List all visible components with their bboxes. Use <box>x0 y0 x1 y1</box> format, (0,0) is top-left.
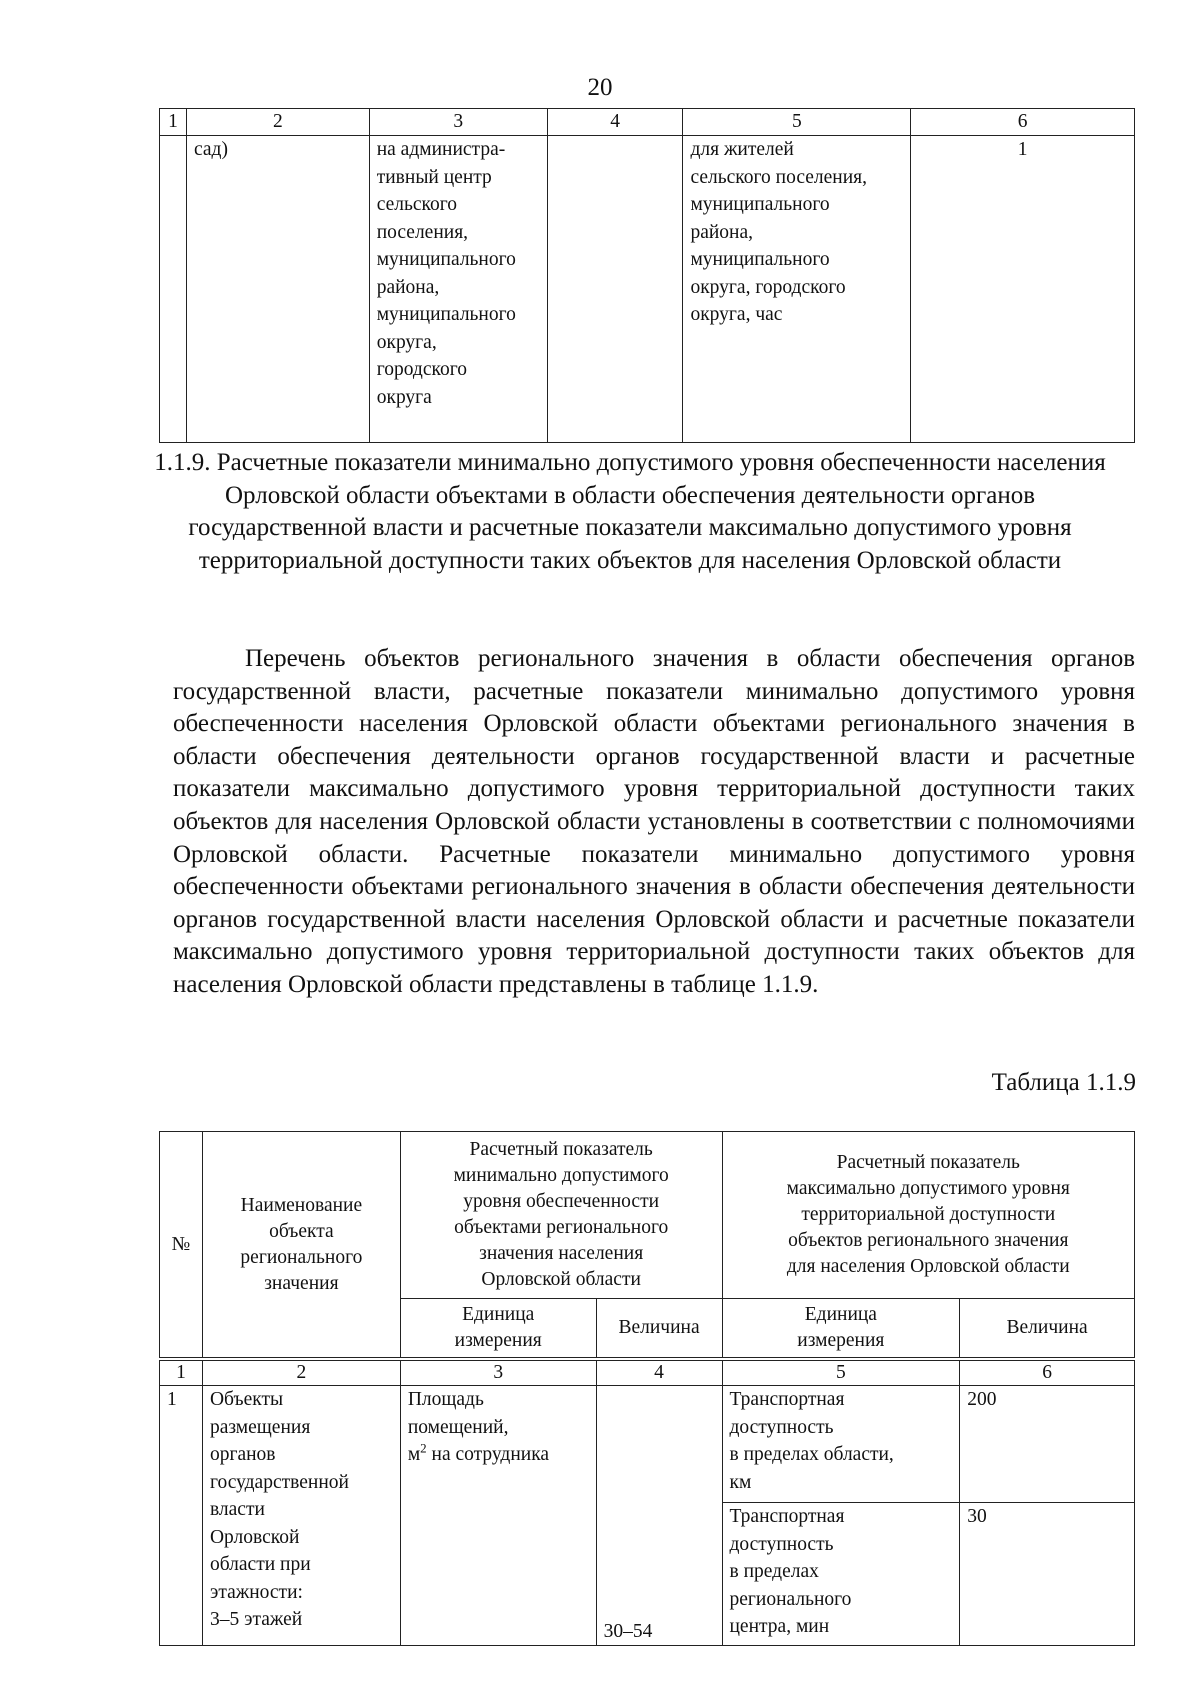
header-value-max: Величина <box>960 1299 1135 1360</box>
object-name-cell: Объекты размещения органов государственной власти Орловской области при этажности: 3–5 этажей <box>202 1386 400 1646</box>
col-number: 5 <box>722 1359 960 1386</box>
header-object-name: Наименование объекта регионального значения <box>202 1132 400 1360</box>
main-table-header <box>160 1132 1135 1299</box>
unit-min-cell <box>400 1386 596 1646</box>
body-paragraph: Перечень объектов регионального значения в области обеспечения органов государственной власти, расчетные показатели минимально допустимого уровня обеспеченности населения Орловской области объектами регионального значения в области обеспечения деятельности органов государственной власти и расчетные показатели максимально допустимого уровня территориальной доступности таких объектов для населения Орловской области установлены в соответствии с полномочиями Орловской области. Расчетные показатели минимально допустимого уровня обеспеченности объектами регионального значения в области обеспечения деятельности органов государственной власти населения Орловской области и расчетные показатели максимально допустимого уровня территориальной доступности таких объектов для населения Орловской области представлены в таблице 1.1.9. <box>173 645 1135 998</box>
col-number: 5 <box>683 109 911 136</box>
header-max-indicator: Расчетный показатель максимально допустимого уровня территориальной доступности объектов регионального значения для населения Орловской области <box>722 1132 1135 1299</box>
column-numbers-row <box>160 1359 1135 1386</box>
continued-table <box>159 108 1135 443</box>
col-number: 4 <box>547 109 683 136</box>
section-heading: 1.1.9. Расчетные показатели минимально допустимого уровня обеспеченности населения Орловской области объектами в области обеспечения деятельности органов государственной власти и расчетные показатели максимально допустимого уровня территориальной доступности таких объектов для населения Орловской области <box>154 449 1106 574</box>
table-row <box>160 1386 1135 1503</box>
col-number: 3 <box>369 109 547 136</box>
cell: 1 <box>911 136 1135 443</box>
table-row <box>160 136 1135 443</box>
header-unit-min: Единица измерения <box>400 1299 596 1360</box>
col-number: 6 <box>911 109 1135 136</box>
row-num: 1 <box>160 1386 203 1646</box>
col-number: 3 <box>400 1359 596 1386</box>
value-min-cell: 30–54 <box>596 1386 722 1646</box>
col-number: 4 <box>596 1359 722 1386</box>
value-max-cell: 30 <box>960 1503 1135 1646</box>
unit-min-superscript: 2 <box>420 1440 427 1456</box>
cell: на администра- тивный центр сельского поселения, муниципального района, муниципального округа, городского округа <box>369 136 547 443</box>
value-max-cell: 200 <box>960 1386 1135 1503</box>
cell <box>547 136 683 443</box>
col-number: 6 <box>960 1359 1135 1386</box>
page-number: 20 <box>587 74 613 101</box>
header-value-min: Величина <box>596 1299 722 1360</box>
col-number: 1 <box>160 109 187 136</box>
unit-min-rest: на сотрудника <box>426 1444 550 1465</box>
unit-min-text: Площадь помещений, м <box>407 1389 509 1465</box>
unit-max-cell: Транспортная доступность в пределах регионального центра, мин <box>722 1503 960 1646</box>
col-number: 1 <box>160 1359 203 1386</box>
cell <box>160 136 187 443</box>
cell: для жителей сельского поселения, муниципального района, муниципального округа, городского округа, час <box>683 136 911 443</box>
col-number: 2 <box>186 109 369 136</box>
col-number: 2 <box>202 1359 400 1386</box>
unit-max-cell: Транспортная доступность в пределах области, км <box>722 1386 960 1503</box>
table-caption: Таблица 1.1.9 <box>991 1069 1136 1096</box>
header-num: № <box>160 1132 203 1360</box>
cell: сад) <box>186 136 369 443</box>
header-min-indicator: Расчетный показатель минимально допустимого уровня обеспеченности объектами регионального значения населения Орловской области <box>400 1132 722 1299</box>
continued-table-header <box>160 109 1135 136</box>
main-table <box>159 1131 1135 1646</box>
header-unit-max: Единица измерения <box>722 1299 960 1360</box>
